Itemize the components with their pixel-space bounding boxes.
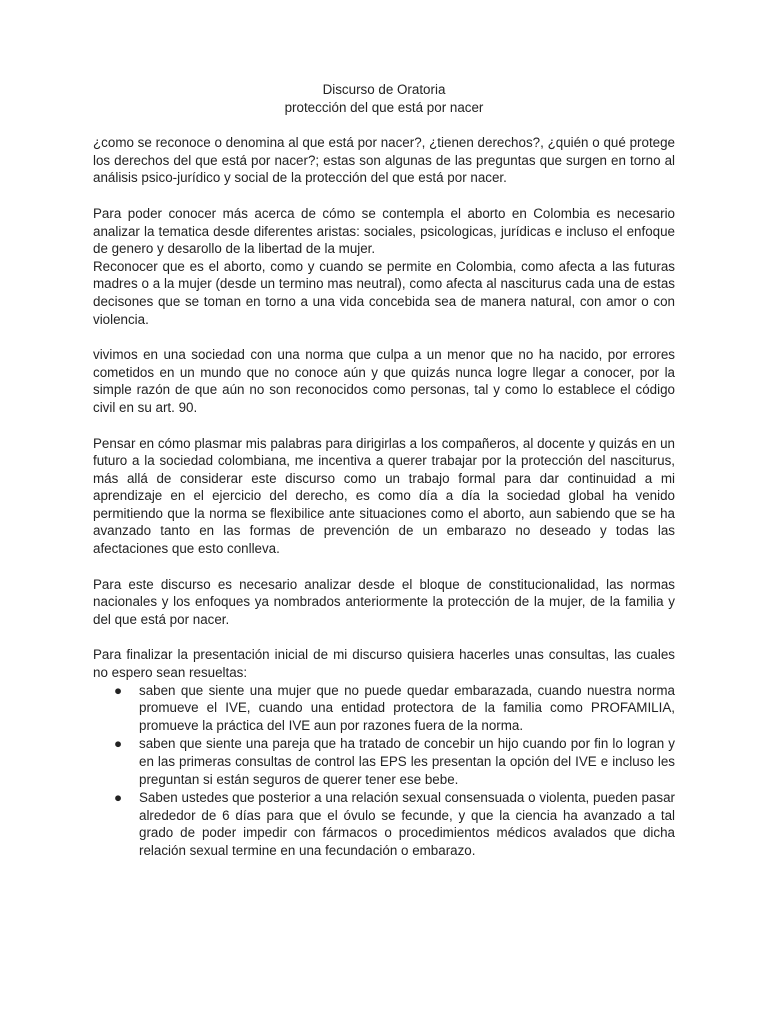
bullet-icon: ●	[114, 790, 123, 806]
paragraph-society-norm: vivimos en una sociedad con una norma que culpa a un menor que no ha nacido, por errores cometidos en un mundo que no conoce aún y que quizás nunca logre llegar a conocer, por la simple razón de que aún no son reconocidos como personas, tal y como lo establece el código civil en su art. 90.	[93, 347, 675, 415]
title-block	[93, 81, 675, 116]
list-item	[93, 682, 675, 735]
paragraph-motivation: Pensar en cómo plasmar mis palabras para dirigirlas a los compañeros, al docente y quizás en un futuro a la sociedad colombiana, me incentiva a querer trabajar por la protección del nasciturus, más allá de considerar este discurso como un trabajo formal para dar continuidad a mi aprendizaje en el ejercicio del derecho, es como día a día la sociedad global ha venido permitiendo que la norma se flexibilice ante situaciones como el aborto, aun sabiendo que se ha avanzado tanto en las formas de prevención de un embarazo no deseado y todas las afectaciones que esto conlleva.	[93, 435, 675, 557]
paragraph-analysis: Para este discurso es necesario analizar desde el bloque de constitucionalidad, las normas nacionales y los enfoques ya nombrados anteriormente la protección de la mujer, de la familia y del que está por nacer.	[93, 576, 675, 627]
bullet-icon: ●	[114, 682, 123, 698]
document-title: Discurso de Oratoria	[322, 82, 446, 97]
bullet-icon: ●	[114, 736, 123, 752]
paragraph-closing-questions: Para finalizar la presentación inicial de mi discurso quisiera hacerles unas consultas, las cuales no espero sean resueltas:	[93, 647, 675, 681]
list-item-text: saben que siente una mujer que no puede quedar embarazada, cuando nuestra norma promueve el IVE, cuando una entidad protectora de la familia como PROFAMILIA, promueve la práctica del IVE aun por razones fuera de la norma.	[139, 682, 675, 733]
paragraph-intro-questions: ¿como se reconoce o denomina al que está por nacer?, ¿tienen derechos?, ¿quién o qué protege los derechos del que está por nacer?; estas son algunas de las preguntas que surgen en torno al análisis psico-jurídico y social de la protección del que está por nacer.	[93, 135, 675, 186]
paragraph-recognize-abortion: Reconocer que es el aborto, como y cuando se permite en Colombia, como afecta a las futuras madres o a la mujer (desde un termino mas neutral), como afecta al nasciturus cada una de estas decisones que se toman en torno a una vida concebida sea de manera natural, con amor o con violencia.	[93, 258, 675, 327]
list-item-text: Saben ustedes que posterior a una relación sexual consensuada o violenta, pueden pasar alrededor de 6 días para que el óvulo se fecunde, y que la ciencia ha avanzado a tal grado de poder impedir con fármacos o procedimientos médicos avalados que dicha relación sexual termine en una fecundación o embarazo.	[139, 790, 675, 858]
list-item	[93, 789, 675, 859]
document-body	[93, 81, 675, 861]
document-subtitle: protección del que está por nacer	[284, 99, 484, 115]
paragraph-abortion-colombia: Para poder conocer más acerca de cómo se contempla el aborto en Colombia es necesario analizar la tematica desde diferentes aristas: sociales, psicologicas, jurídicas e incluso el enfoque de genero y desarollo de la libertad de la mujer.	[93, 205, 675, 257]
list-item-text: saben que siente una pareja que ha tratado de concebir un hijo cuando por fin lo logran y en las primeras consultas de control las EPS les presentan la opción del IVE e incluso les preguntan si están seguros de querer tener ese bebe.	[139, 736, 675, 787]
question-list	[93, 682, 675, 860]
list-item	[93, 735, 675, 788]
